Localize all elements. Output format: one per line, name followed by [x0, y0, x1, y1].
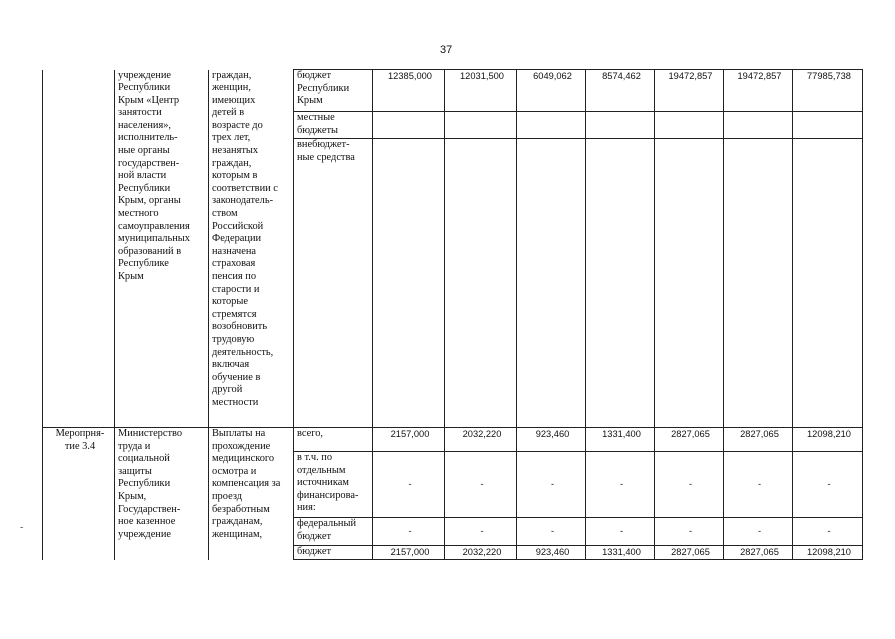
target-group-cell: граждан, женщин, имеющих детей в возрасте до трех лет, незанятых граждан, которым в соответствии с законодатель- ством Российской Федерации назначена страховая пенсия по старости и которые стремятся возобновить трудовую деятельность, включая обучение в другой местности: [209, 70, 294, 428]
value-cell: 12385,000: [373, 70, 445, 112]
financing-table: [42, 69, 863, 560]
value-cell: 19472,857: [655, 70, 724, 112]
value-cell: 2827,065: [724, 546, 793, 560]
funding-source: внебюджет- ные средства: [294, 139, 373, 428]
value-cell: -: [373, 518, 445, 546]
value-cell: [373, 112, 445, 139]
value-cell: -: [517, 452, 586, 518]
funding-source: всего,: [294, 428, 373, 452]
funding-source: местные бюджеты: [294, 112, 373, 139]
table-row: [43, 70, 863, 112]
value-cell: [655, 112, 724, 139]
value-cell: [724, 112, 793, 139]
funding-source: федеральный бюджет: [294, 518, 373, 546]
executor-cell: Министерство труда и социальной защиты Республики Крым, Государствен- ное казенное учреждение: [115, 428, 209, 560]
value-cell: 1331,400: [586, 546, 655, 560]
measure-code: Меропрня- тие 3.4: [43, 428, 115, 560]
scan-mark: -: [20, 522, 24, 533]
value-cell: -: [793, 452, 863, 518]
value-cell: 1331,400: [586, 428, 655, 452]
value-cell: -: [517, 518, 586, 546]
value-cell: 12098,210: [793, 546, 863, 560]
value-cell: 2827,065: [655, 546, 724, 560]
value-cell: 2157,000: [373, 428, 445, 452]
value-cell: [445, 112, 517, 139]
value-cell: 12031,500: [445, 70, 517, 112]
value-cell: 12098,210: [793, 428, 863, 452]
funding-source: в т.ч. по отдельным источникам финансирова- ния:: [294, 452, 373, 518]
value-cell: -: [724, 518, 793, 546]
value-cell: -: [373, 452, 445, 518]
executor-cell: учреждение Республики Крым «Центр занятости населения», исполнитель- ные органы государствен- ной власти Республики Крым, органы местного самоуправления муниципальных образований в Республике Крым: [115, 70, 209, 428]
value-cell: 2032,220: [445, 546, 517, 560]
value-cell: 923,460: [517, 428, 586, 452]
value-cell: -: [655, 452, 724, 518]
value-cell: -: [724, 452, 793, 518]
table-row: [43, 428, 863, 452]
value-cell: 923,460: [517, 546, 586, 560]
value-cell: -: [586, 452, 655, 518]
value-cell: [517, 112, 586, 139]
value-cell: [724, 139, 793, 428]
value-cell: -: [586, 518, 655, 546]
value-cell: [793, 139, 863, 428]
value-cell: 8574,462: [586, 70, 655, 112]
value-cell: 2032,220: [445, 428, 517, 452]
value-cell: [517, 139, 586, 428]
value-cell: 2157,000: [373, 546, 445, 560]
value-cell: 2827,065: [724, 428, 793, 452]
value-cell: 6049,062: [517, 70, 586, 112]
value-cell: -: [655, 518, 724, 546]
value-cell: 19472,857: [724, 70, 793, 112]
funding-source: бюджет Республики Крым: [294, 70, 373, 112]
code-cell: [43, 70, 115, 428]
value-cell: [655, 139, 724, 428]
value-cell: -: [445, 518, 517, 546]
value-cell: [586, 139, 655, 428]
value-cell: [373, 139, 445, 428]
page-number: 37: [440, 44, 453, 56]
value-cell: [793, 112, 863, 139]
value-cell: -: [793, 518, 863, 546]
value-cell: 2827,065: [655, 428, 724, 452]
value-cell: 77985,738: [793, 70, 863, 112]
funding-source: бюджет: [294, 546, 373, 560]
value-cell: -: [445, 452, 517, 518]
value-cell: [586, 112, 655, 139]
value-cell: [445, 139, 517, 428]
target-group-cell: Выплаты на прохождение медицинского осмотра и компенсация за проезд безработным гражданам, женщинам,: [209, 428, 294, 560]
